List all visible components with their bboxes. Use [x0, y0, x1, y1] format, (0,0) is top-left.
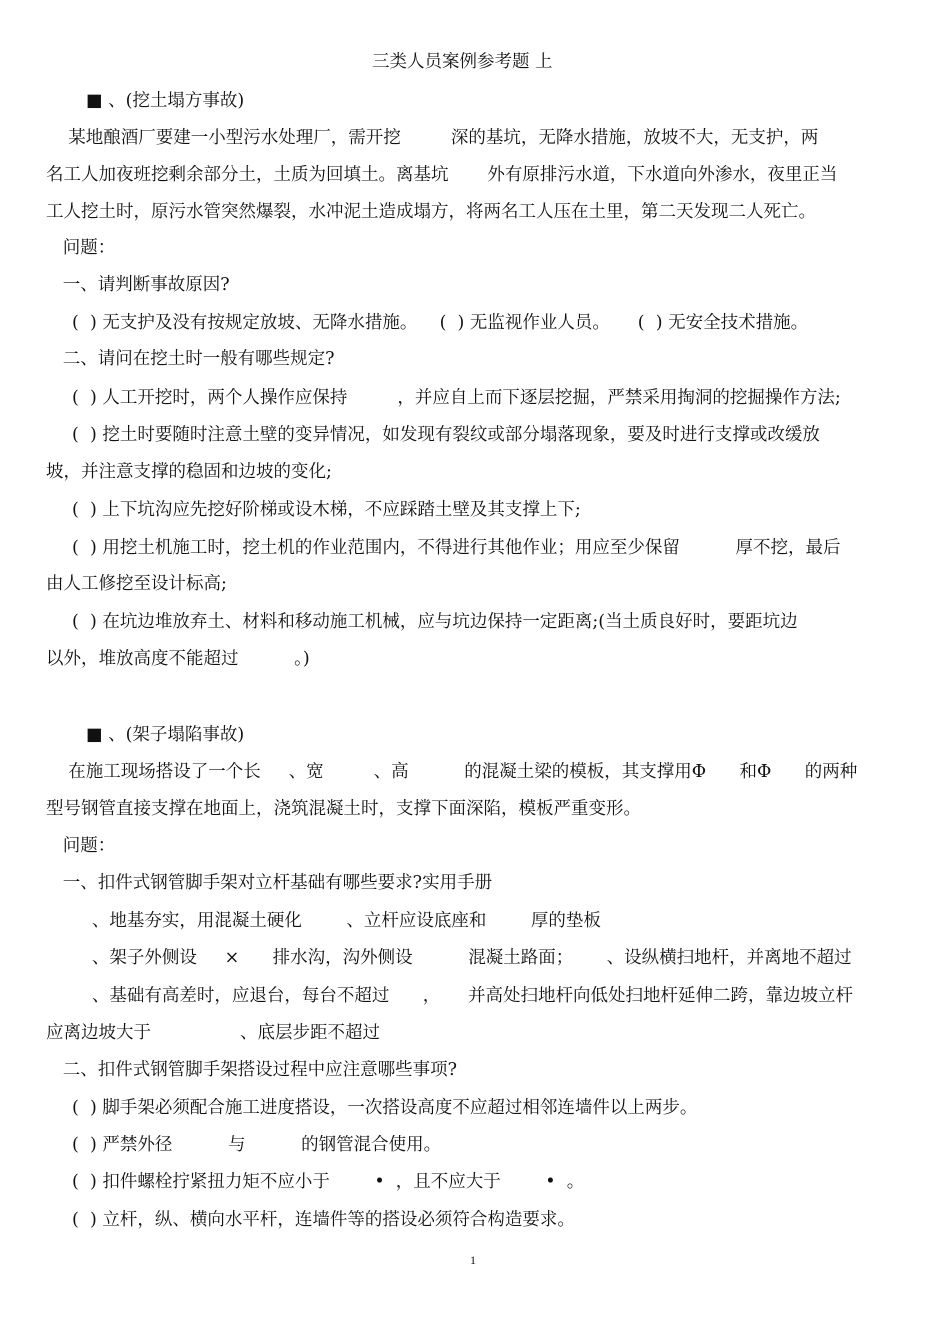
- section2-heading: ■ 、(架子塌陷事故): [86, 725, 245, 745]
- section2-requirement-item: 、基础有高差时，应退台，每台不超过 ， 并高处扫地杆向低处扫地杆延伸二跨，靠边坡立杆: [64, 986, 854, 1006]
- section2-question-label: 问题：: [46, 836, 116, 856]
- section2-question-1: 一、扣件式钢管脚手架对立杆基础有哪些要求?实用手册: [46, 873, 493, 893]
- section1-rule-item: ( ) 用挖土机施工时，挖土机的作业范围内，不得进行其他作业；用应至少保留 厚不挖，最后: [72, 538, 841, 558]
- section2-precaution-item: ( ) 脚手架必须配合施工进度搭设，一次搭设高度不应超过相邻连墙件以上两步。: [72, 1098, 698, 1118]
- section1-heading: ■ 、(挖土塌方事故): [86, 91, 245, 111]
- section1-rule-item: ( ) 挖土时要随时注意土壁的变异情况，如发现有裂纹或部分塌落现象，要及时进行支撑或改缓放: [72, 425, 820, 445]
- section2-requirement-item: 、地基夯实，用混凝土硬化 、立杆应设底座和 厚的垫板: [64, 911, 601, 931]
- section1-question-label: 问题：: [46, 238, 116, 258]
- section2-requirement-item: 、架子外侧设 × 排水沟，沟外侧设 混凝土路面； 、设纵横扫地杆，并离地不超过: [64, 948, 852, 968]
- section2-precaution-item: ( ) 立杆，纵、横向水平杆，连墙件等的搭设必须符合构造要求。: [72, 1210, 575, 1230]
- section1-rule-item: ( ) 人工开挖时，两个人操作应保持 ，并应自上而下逐层挖掘，严禁采用掏洞的挖掘操作方法;: [72, 388, 841, 408]
- section1-para-line: 名工人加夜班挖剩余部分土，土质为回填土。离基坑 外有原排污水道，下水道向外渗水，夜里正当: [46, 165, 838, 185]
- section2-para-line: 在施工现场搭设了一个长 、宽 、高 的混凝土梁的模板，其支撑用Φ 和Φ 的两种: [46, 762, 858, 782]
- section1-rule-item: 由人工修挖至设计标高;: [46, 574, 227, 594]
- section1-question-2: 二、请问在挖土时一般有哪些规定?: [46, 349, 335, 369]
- page-number: 1: [470, 1253, 476, 1267]
- section1-question-1-options: ( ) 无支护及没有按规定放坡、无降水措施。 ( ) 无监视作业人员。 ( ) 无安全技术措施。: [72, 313, 809, 333]
- section2-requirement-item: 应离边坡大于 、底层步距不超过: [46, 1023, 381, 1043]
- section2-precaution-item: ( ) 扣件螺栓拧紧扭力矩不应小于 • ，且不应大于 • 。: [72, 1172, 585, 1192]
- section1-rule-item: 以外，堆放高度不能超过 。): [46, 649, 310, 669]
- section2-question-2: 二、扣件式钢管脚手架搭设过程中应注意哪些事项?: [46, 1060, 458, 1080]
- section1-rule-item: ( ) 在坑边堆放弃土、材料和移动施工机械，应与坑边保持一定距离;(当土质良好时，要距坑边: [72, 612, 798, 632]
- section1-rule-item: ( ) 上下坑沟应先挖好阶梯或设木梯，不应踩踏土壁及其支撑上下;: [72, 500, 581, 520]
- section1-rule-item: 坡，并注意支撑的稳固和边坡的变化;: [46, 462, 332, 482]
- section1-question-1: 一、请判断事故原因?: [46, 275, 230, 295]
- section1-para-line: 工人挖土时，原污水管突然爆裂，水冲泥土造成塌方，将两名工人压在土里，第二天发现二人死亡。: [46, 202, 816, 222]
- page-title: 三类人员案例参考题 上: [372, 52, 553, 72]
- section2-precaution-item: ( ) 严禁外径 与 的钢管混合使用。: [72, 1135, 442, 1155]
- section1-para-line: 某地酿酒厂要建一小型污水处理厂，需开挖 深的基坑，无降水措施，放坡不大，无支护，两: [46, 128, 819, 148]
- section2-para-line: 型号钢管直接支撑在地面上，浇筑混凝土时，支撑下面深陷，模板严重变形。: [46, 799, 641, 819]
